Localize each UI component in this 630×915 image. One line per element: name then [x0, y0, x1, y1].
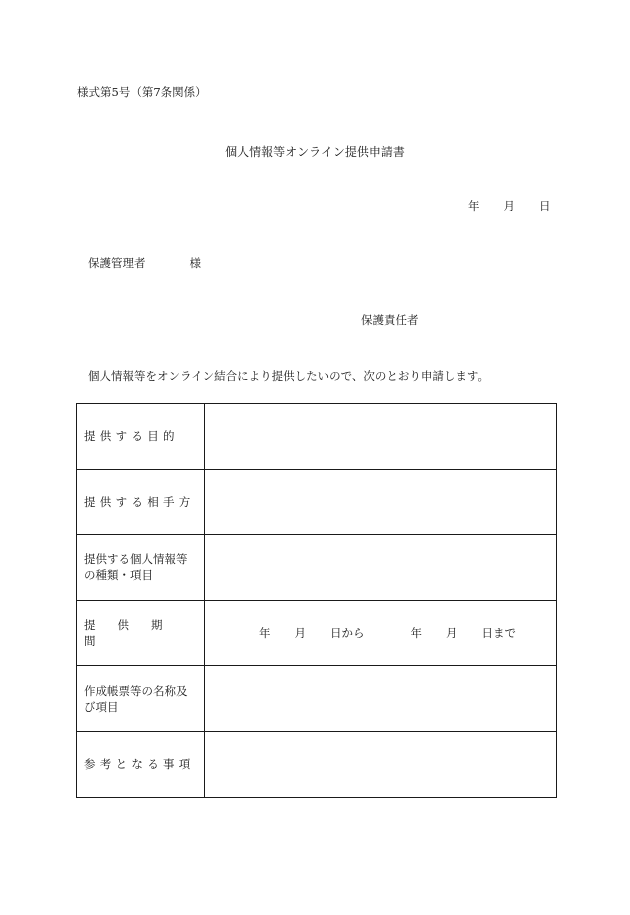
- form-number: 様式第5号（第7条関係）: [77, 85, 207, 99]
- table-row: [77, 600, 557, 666]
- responsible-person: 保護責任者: [361, 313, 419, 327]
- row-label: 提供する目的: [77, 404, 205, 470]
- period-dates: [213, 625, 556, 641]
- addressee: [88, 255, 201, 271]
- recipient-field[interactable]: [205, 469, 557, 535]
- row-label: 提供する相手方: [77, 469, 205, 535]
- date-month: 月: [503, 199, 515, 213]
- from-day: 日から: [330, 626, 365, 641]
- table-row: [77, 469, 557, 535]
- application-table: [76, 403, 557, 798]
- to-month: 月: [446, 626, 458, 641]
- period-field[interactable]: [205, 600, 557, 666]
- addressee-honorific: 様: [189, 256, 201, 270]
- documents-field[interactable]: [205, 666, 557, 732]
- row-label: 作成帳票等の名称及び項目: [77, 666, 205, 732]
- request-statement: 個人情報等をオンライン結合により提供したいので、次のとおり申請します。: [88, 369, 490, 383]
- table-row: [77, 535, 557, 601]
- date-day: 日: [539, 199, 551, 213]
- row-label: 参考となる事項: [77, 731, 205, 797]
- document-title: 個人情報等オンライン提供申請書: [225, 145, 405, 159]
- row-label: 提供期間: [77, 600, 205, 666]
- to-year: 年: [410, 626, 422, 641]
- table-row: [77, 666, 557, 732]
- info-types-field[interactable]: [205, 535, 557, 601]
- to-day: 日まで: [481, 626, 516, 641]
- date-year: 年: [468, 199, 480, 213]
- row-label: 提供する個人情報等の種類・項目: [77, 535, 205, 601]
- purpose-field[interactable]: [205, 404, 557, 470]
- addressee-name: 保護管理者: [88, 256, 146, 270]
- notes-field[interactable]: [205, 731, 557, 797]
- from-month: 月: [294, 626, 306, 641]
- table-row: [77, 731, 557, 797]
- table-row: [77, 404, 557, 470]
- date-line: [468, 198, 551, 214]
- from-year: 年: [259, 626, 271, 641]
